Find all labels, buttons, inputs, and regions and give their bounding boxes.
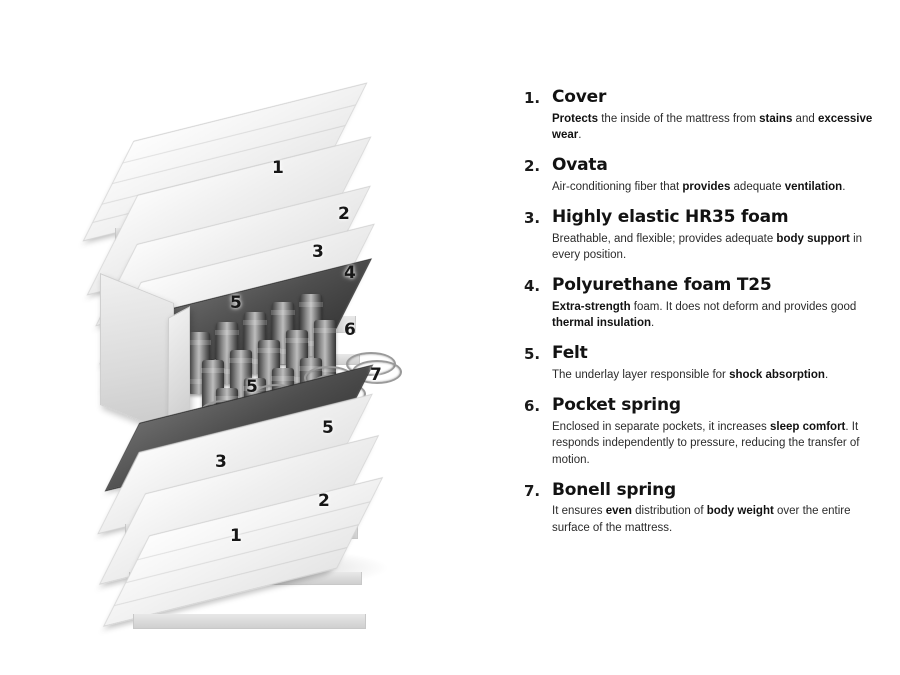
callout-number: 6 (344, 320, 356, 340)
legend-number: 5. (524, 345, 541, 364)
legend-description: Breathable, and flexible; provides adequate body support in every position. (552, 232, 863, 261)
legend-title: Felt (552, 343, 588, 364)
legend-description: Protects the inside of the mattress from stains and excessive wear. (552, 112, 873, 141)
legend-number: 4. (524, 277, 541, 296)
legend-item-polyurethane-t25 (524, 276, 884, 331)
legend-title: Cover (552, 87, 607, 107)
callout-number: 1 (272, 158, 284, 178)
legend-item-pocket-spring (524, 396, 884, 468)
legend-title: Highly elastic HR35 foam (552, 207, 789, 228)
legend-description: Air-conditioning fiber that provides adequate ventilation. (552, 180, 846, 193)
callout-number: 2 (338, 204, 350, 224)
legend-number: 7. (524, 481, 541, 500)
legend-item-ovata (524, 156, 884, 195)
legend-title: Pocket spring (552, 395, 681, 416)
legend-description: It ensures even distribution of body weight over the entire surface of the mattress. (552, 505, 851, 534)
legend-number: 1. (524, 89, 541, 107)
callout-number: 4 (344, 263, 356, 283)
callout-number: 5 (246, 377, 258, 397)
legend-description: Enclosed in separate pockets, it increases sleep comfort. It responds independently to pressure, reducing the transfer of motion. (552, 420, 860, 466)
legend-description: The underlay layer responsible for shock absorption. (552, 369, 829, 382)
legend-number: 3. (524, 209, 541, 228)
legend-title: Ovata (552, 155, 608, 176)
mattress-exploded-illustration (60, 80, 480, 600)
callout-number: 5 (322, 418, 334, 438)
callout-number: 5 (230, 293, 242, 313)
cover-edge-bottom (133, 614, 366, 629)
legend-item-cover (524, 88, 884, 143)
legend-title: Polyurethane foam T25 (552, 275, 772, 296)
legend-description: Extra-strength foam. It does not deform and provides good thermal insulation. (552, 300, 857, 330)
callout-number: 7 (370, 365, 382, 385)
legend-item-bonell-spring (524, 481, 884, 536)
legend-number: 2. (524, 157, 541, 176)
callout-number: 3 (215, 452, 227, 472)
callout-number: 1 (230, 526, 242, 546)
legend-title: Bonell spring (552, 479, 677, 500)
callout-number: 3 (312, 242, 324, 262)
legend-list (524, 88, 884, 549)
legend-item-felt (524, 344, 884, 383)
legend-number: 6. (524, 397, 541, 416)
legend-item-hr35-foam (524, 208, 884, 263)
callout-number: 2 (318, 491, 330, 511)
